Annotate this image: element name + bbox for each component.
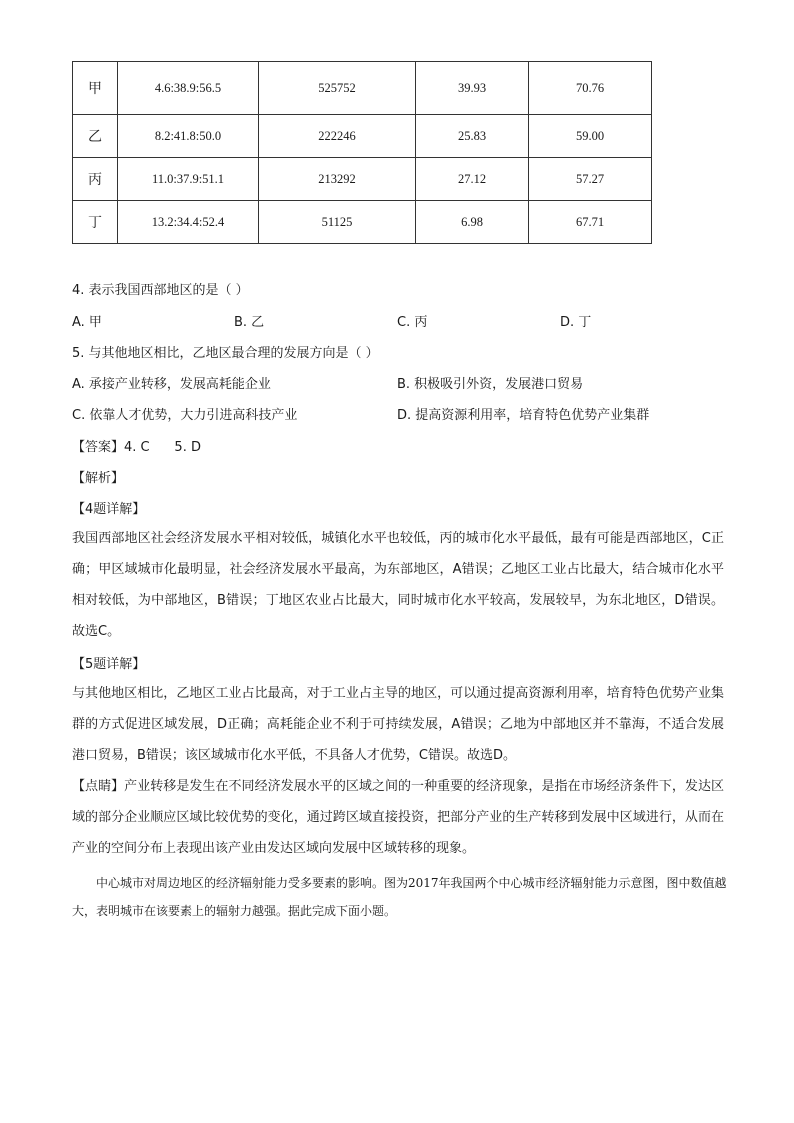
- note-text: 产业转移是发生在不同经济发展水平的区域之间的一种重要的经济现象，是指在市场经济条件下，发达区域的部分企业顺应区域比较优势的变化，通过跨区域直接投资，把部分产业的生产转移到发展中区域进行，从而在产业的空间分布上表现出该产业由发达区域向发展中区域转移的现象。: [72, 779, 724, 856]
- value-cell: 525752: [259, 62, 416, 115]
- question-5-option-d: D. 提高资源利用率，培育特色优势产业集群: [397, 408, 650, 423]
- value-cell: 59.00: [529, 115, 652, 158]
- question-4-option-b: B. 乙: [234, 315, 265, 330]
- table-row: [73, 201, 652, 244]
- detail-5-paragraph: 与其他地区相比，乙地区工业占比最高，对于工业占主导的地区，可以通过提高资源利用率，培育特色优势产业集群的方式促进区域发展，D正确；高耗能企业不利于可持续发展，A错误；乙地为中部地区并不靠海，不适合发展港口贸易，B错误；该区域城市化水平低，不具备人才优势，C错误。故选D。: [72, 686, 724, 763]
- answer-label: 【答案】: [72, 440, 125, 455]
- industry-ratio-cell: 8.2:41.8:50.0: [118, 115, 259, 158]
- industry-ratio-cell: 11.0:37.9:51.1: [118, 158, 259, 201]
- industry-ratio-cell: 4.6:38.9:56.5: [118, 62, 259, 115]
- value-cell: 222246: [259, 115, 416, 158]
- value-cell: 6.98: [416, 201, 529, 244]
- question-4-option-d: D. 丁: [560, 315, 592, 330]
- region-cell: 乙: [73, 115, 118, 158]
- value-cell: 213292: [259, 158, 416, 201]
- question-5-option-c: C. 依靠人才优势，大力引进高科技产业: [72, 408, 298, 423]
- table-row: [73, 158, 652, 201]
- detail-4-text: [72, 523, 724, 647]
- table-row: [73, 62, 652, 115]
- answer-text: 4. C 5. D: [124, 440, 201, 455]
- detail-4-label: 【4题详解】: [72, 502, 146, 517]
- region-cell: 甲: [73, 62, 118, 115]
- question-5-option-b: B. 积极吸引外资，发展港口贸易: [397, 377, 584, 392]
- value-cell: 70.76: [529, 62, 652, 115]
- region-cell: 丁: [73, 201, 118, 244]
- detail-5-label: 【5题详解】: [72, 657, 146, 672]
- industry-ratio-cell: 13.2:34.4:52.4: [118, 201, 259, 244]
- question-4-stem: 4. 表示我国西部地区的是（ ）: [72, 283, 249, 298]
- question-4-option-c: C. 丙: [397, 315, 428, 330]
- value-cell: 39.93: [416, 62, 529, 115]
- question-5-stem: 5. 与其他地区相比，乙地区最合理的发展方向是（ ）: [72, 346, 379, 361]
- answer-line: [72, 436, 201, 455]
- note-block: [72, 771, 724, 864]
- question-4-option-a: A. 甲: [72, 315, 102, 330]
- value-cell: 57.27: [529, 158, 652, 201]
- table-row: [73, 115, 652, 158]
- value-cell: 25.83: [416, 115, 529, 158]
- value-cell: 51125: [259, 201, 416, 244]
- question-5-option-a: A. 承接产业转移，发展高耗能企业: [72, 377, 271, 392]
- region-cell: 丙: [73, 158, 118, 201]
- detail-5-text: [72, 678, 724, 771]
- detail-4-paragraph: 我国西部地区社会经济发展水平相对较低，城镇化水平也较低，丙的城市化水平最低，最有可能是西部地区，C正确；甲区域城市化最明显，社会经济发展水平最高，为东部地区，A错误；乙地区工业占比最大，结合城市化水平相对较低，为中部地区，B错误；丁地区农业占比最大，同时城市化水平较高，发展较早，为东北地区，D错误。故选C。: [72, 531, 724, 639]
- value-cell: 67.71: [529, 201, 652, 244]
- analysis-label: 【解析】: [72, 471, 125, 486]
- note-label: 【点睛】: [72, 779, 125, 794]
- value-cell: 27.12: [416, 158, 529, 201]
- region-data-table: [72, 61, 652, 244]
- next-question-intro: 中心城市对周边地区的经济辐射能力受多要素的影响。图为2017年我国两个中心城市经济辐射能力示意图，图中数值越大，表明城市在该要素上的辐射力越强。据此完成下面小题。: [72, 876, 727, 918]
